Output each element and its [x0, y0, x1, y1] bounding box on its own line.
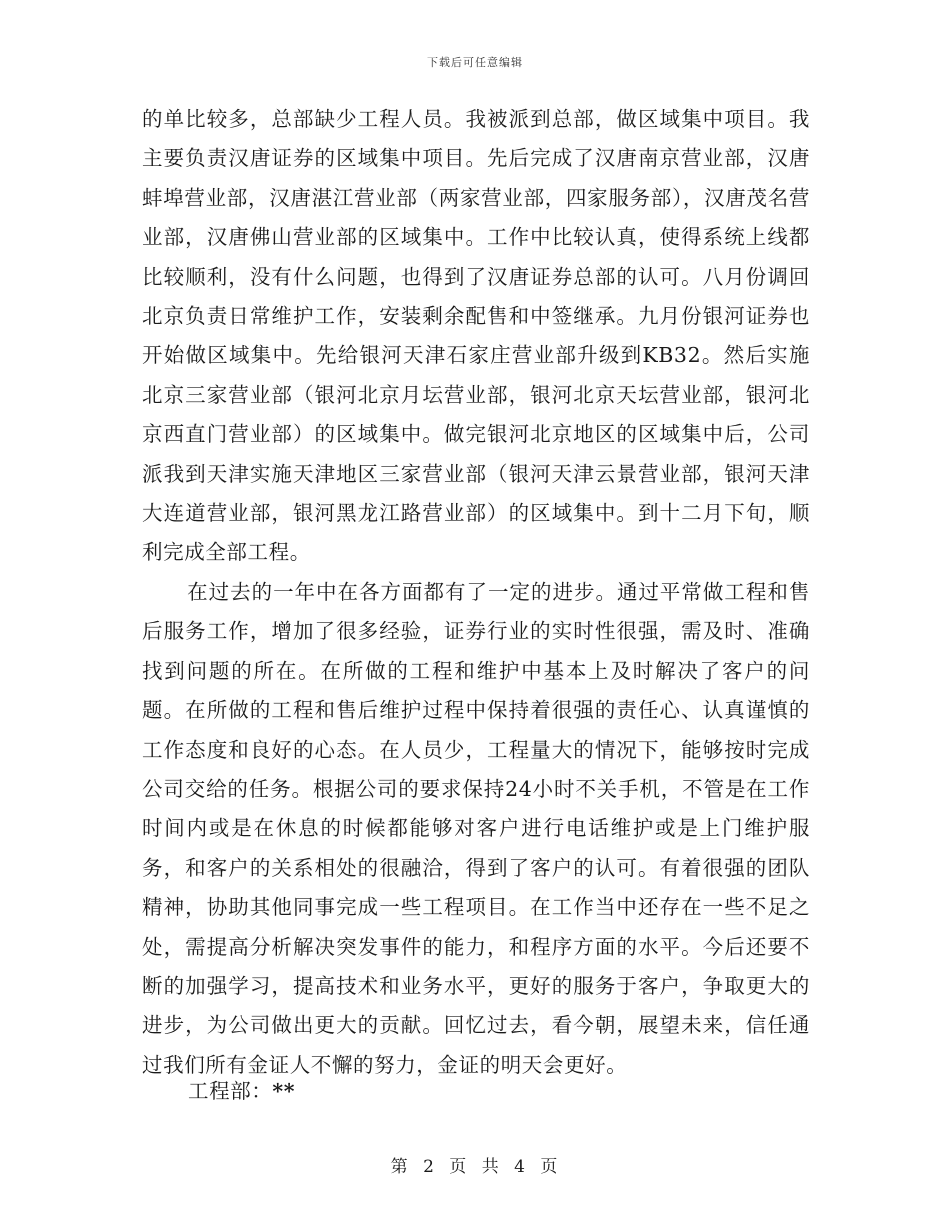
page-number: 第 2 页 共 4 页 — [390, 1157, 560, 1177]
signature-line — [188, 1074, 295, 1104]
signature-label: 工程部： — [188, 1079, 273, 1103]
paragraph-1: 的单比较多，总部缺少工程人员。我被派到总部，做区域集中项目。我主要负责汉唐证券的区域集中项目。先后完成了汉唐南京营业部，汉唐蚌埠营业部，汉唐湛江营业部（两家营业部，四家服务部），汉唐茂名营业部，汉唐佛山营业部的区域集中。工作中比较认真，使得系统上线都比较顺利，没有什么问题，也得到了汉唐证券总部的认可。八月份调回北京负责日常维护工作，安装剩余配售和中签继承。九月份银河证券也开始做区域集中。先给银河天津石家庄营业部升级到KB32。然后实施北京三家营业部（银河北京月坛营业部，银河北京天坛营业部，银河北京西直门营业部）的区域集中。做完银河北京地区的区域集中后，公司派我到天津实施天津地区三家营业部（银河天津云景营业部，银河天津大连道营业部，银河黑龙江路营业部）的区域集中。到十二月下旬，顺利完成全部工程。 — [142, 107, 810, 565]
paragraph-2: 在过去的一年中在各方面都有了一定的进步。通过平常做工程和售后服务工作，增加了很多经验，证券行业的实时性很强，需及时、准确找到问题的所在。在所做的工程和维护中基本上及时解决了客户的问题。在所做的工程和售后维护过程中保持着很强的责任心、认真谨慎的工作态度和良好的心态。在人员少，工程量大的情况下，能够按时完成公司交给的任务。根据公司的要求保持24小时不关手机，不管是在工作时间内或是在休息的时候都能够对客户进行电话维护或是上门维护服务，和客户的关系相处的很融洽，得到了客户的认可。有着很强的团队精神，协助其他同事完成一些工程项目。在工作当中还存在一些不足之处，需提高分析解决突发事件的能力，和程序方面的水平。今后还要不断的加强学习，提高技术和业务水平，更好的服务于客户，争取更大的进步，为公司做出更大的贡献。回忆过去，看今朝，展望未来，信任通过我们所有金证人不懈的努力，金证的明天会更好。 — [142, 579, 810, 1077]
page-header: 下载后可任意编辑 — [427, 56, 523, 69]
signature-name: ** — [272, 1079, 296, 1103]
document-body — [142, 100, 810, 1085]
